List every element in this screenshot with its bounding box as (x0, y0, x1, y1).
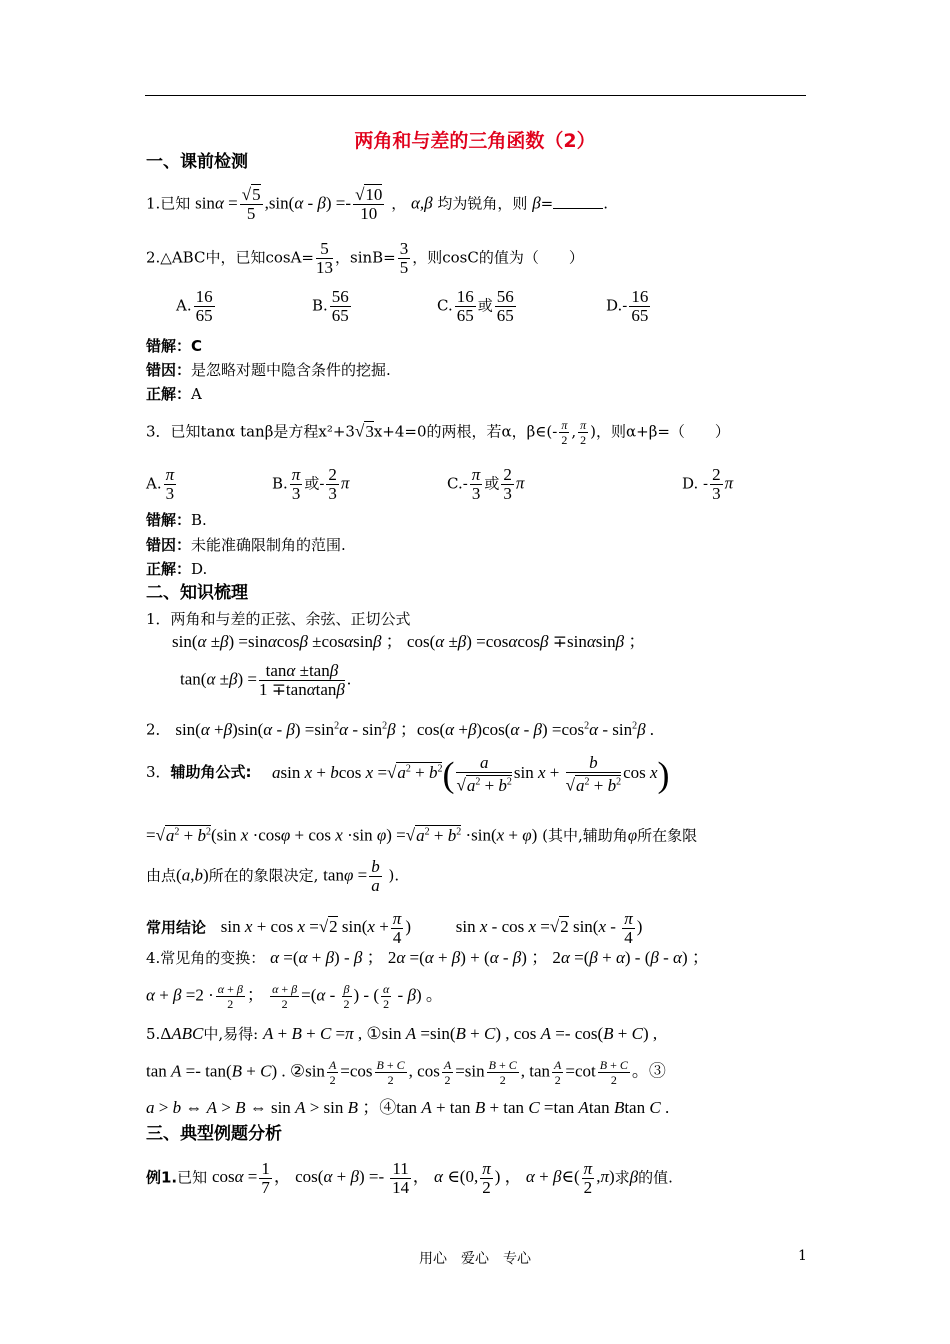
q1-tail: 均为锐角，则 (437, 194, 528, 213)
section-heading-3: 三、典型例题分析 (146, 1124, 282, 1144)
q3-correct-answer: 正解：D. (146, 560, 208, 578)
knowledge-5-line3: a > b ⇔ A > B ⇔ sin A > sin B ；④tan A + tan B + tan C =tan Atan Btan C . (146, 1098, 670, 1117)
q3-option-a: A. $\frac{\pi}{3}$ (146, 465, 175, 503)
q3-option-c: C.- $\frac{\pi}{3}$ 或 $\frac{2}{3}$ π (447, 465, 525, 503)
knowledge-2: 2． $\sin(\alpha +\beta)\sin(\alpha - \beta) =\sin^2\alpha - \sin^2\beta$ ；$\cos(\alpha +\beta)\cos(\alpha - \beta) =\cos^2\alpha - \sin^2\beta$ . (146, 719, 655, 739)
question-2: 2.△ABC中，已知cosA= $\frac{5}{13}$ ，sinB= $\frac{3}{5}$ ，则cosC的值为（ ） (146, 239, 584, 277)
knowledge-5: 5.ΔABC中,易得: A + B + C =π , ①sin A =sin(B + C) , cos A =- cos(B + C) , (146, 1024, 658, 1043)
q3-tail2: )，则α+β=（ ） (590, 422, 730, 441)
q3-wrong-cause: 错因：未能准确限制角的范围. (146, 536, 346, 554)
question-3: 3．已知tanα tanβ是方程x²+3√3x+4=0的两根，若α，β∈(- $\frac{\pi}{2}$ , $\frac{\pi}{2}$ )，则α+β=（ ） (146, 418, 730, 447)
knowledge-3: 3．辅助角公式: (146, 763, 252, 781)
example-1: 例1.已知 cosα = $\frac{1}{7}$ ， cos(α + β) =- $\frac{11}{14}$ ， α ∈(0, $\frac{\pi}{2}$ ) ， α + β∈( $\frac{\pi}{2}$ ,π)求β的值. (146, 1159, 673, 1197)
page-number: 1 (798, 1248, 807, 1264)
formula-sin-cos: sin(α ±β) =sinαcosβ ±cosαsinβ ； cos(α ±β) =cosαcosβ ∓sinαsinβ ； (172, 632, 646, 651)
q3-option-b: B. $\frac{\pi}{3}$ 或- $\frac{2}{3}$ π (272, 465, 350, 503)
q1-lead: 1.已知 (146, 194, 191, 213)
q3-option-d: D. - $\frac{2}{3}$ π (682, 465, 734, 503)
answer-blank (553, 208, 603, 209)
q1-comma: ， (391, 194, 407, 213)
q3-tail: x+4=0的两根，若α，β∈(- (373, 422, 558, 441)
q2-option-d: D.- $\frac{16}{65}$ (606, 287, 649, 325)
q2-text: 2.△ABC中，已知cosA= (146, 248, 314, 267)
auxiliary-angle-line2: $=√a^2 + b^2(\sin$ x ·cosφ + cos x ·sin $\varphi) =√a^2 + b^2 \cdot\sin(x + \varphi)$ (其中,辅助角φ所在象限 (146, 825, 698, 845)
q3-text: 3．已知tanα tanβ是方程x²+3 (146, 422, 355, 441)
q2-wrong-cause: 错因：是忽略对题中隐含条件的挖掘. (146, 361, 391, 379)
frac-sqrt5-5: $\frac{√5}{5}$ (241, 185, 261, 223)
q2-wrong-answer: 错解：C (146, 337, 203, 355)
section-heading-1: 一、课前检测 (146, 152, 248, 172)
q2-correct-answer: 正解：A (146, 385, 202, 403)
q2-option-c: C. $\frac{16}{65}$ 或 $\frac{56}{65}$ (437, 287, 514, 325)
auxiliary-angle-formula: asin x + bcos $x =√a^2 + b^2$( $\frac{a}{√a^2 + b^2}$ sin x + $\frac{b}{√a^2 + b^2}$ cos x) (272, 753, 670, 795)
formula-tan: tan(α ±β) = $\frac{\tan\alpha \pm\tan\beta}{1 \mp\tan\alpha\tan\beta}$ . (180, 661, 352, 699)
page-title: 两角和与差的三角函数（2） (354, 130, 596, 152)
knowledge-1: 1．两角和与差的正弦、余弦、正切公式 (146, 610, 411, 628)
common-conclusion: 常用结论 sin x + cos x =√2 sin(x + $\frac{\pi}{4}$ ) sin x - cos x =√2 sin(x - $\frac{\pi}{4}$ ) (146, 909, 643, 947)
page-footer: 用心 爱心 专心 (419, 1251, 531, 1267)
q1-end: . (603, 194, 609, 213)
section-heading-2: 二、知识梳理 (146, 583, 248, 603)
q2-option-b: B. $\frac{56}{65}$ (312, 287, 349, 325)
auxiliary-angle-line3: 由点(a,b)所在的象限决定, tanφ = $\frac{b}{a}$ ). (146, 857, 400, 895)
knowledge-5-line2: tan A =- tan(B + C) . ②sin $\frac{A}{2}$ =cos $\frac{B + C}{2}$ , cos $\frac{A}{2}$ =sin $\frac{B + C}{2}$ , tan $\frac{A}{2}$ =cot $\frac{B + C}{2}$ 。③ (146, 1058, 666, 1087)
question-1: 1.已知 sinα = $\frac{√5}{5}$ ,sin(α - β) =- $\frac{√10}{10}$ ， α,β 均为锐角，则 β= . (146, 185, 609, 223)
q2-option-a: A. $\frac{16}{65}$ (176, 287, 213, 325)
q2-mid: ，sinB= (335, 248, 396, 267)
q3-wrong-answer: 错解：B. (146, 511, 207, 529)
frac-sqrt10-10: $\frac{√10}{10}$ (355, 185, 383, 223)
header-rule (145, 95, 806, 96)
knowledge-4: 4.常见角的变换： α =(α + β) - β ； 2α =(α + β) + (α - β) ； 2α =(β + α) - (β - α) ； (146, 948, 709, 967)
knowledge-4-line2: α + β =2 · $\frac{\alpha + \beta}{2}$ ； $\frac{\alpha + \beta}{2}$ =(α - $\frac{\beta}{2}$ ) - ( $\frac{\alpha}{2}$ - β) 。 (146, 982, 443, 1011)
q2-tail: ，则cosC的值为（ ） (412, 248, 584, 267)
